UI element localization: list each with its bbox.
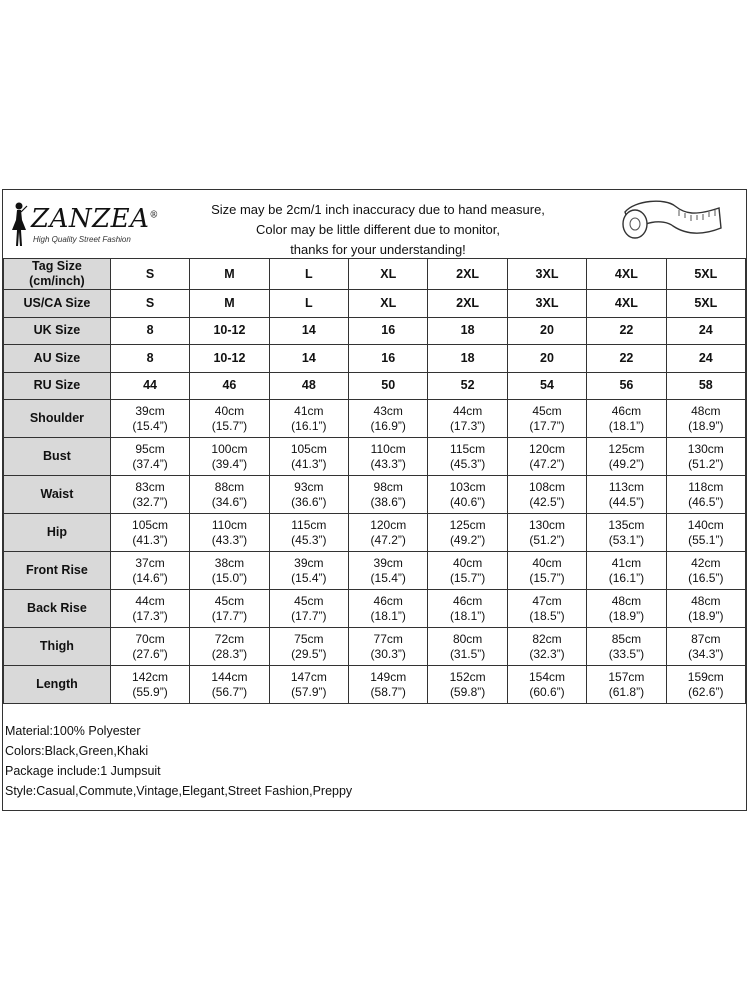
measurement-cell xyxy=(110,476,189,514)
measurement-cell xyxy=(666,666,745,704)
measurement-cell xyxy=(666,590,745,628)
row-label: Front Rise xyxy=(4,552,111,590)
size-cell: 58 xyxy=(666,372,745,400)
inch-value: (15.7”) xyxy=(449,570,486,585)
measurement-cell xyxy=(587,400,666,438)
measurement-cell xyxy=(428,514,507,552)
measurement-row xyxy=(4,628,746,666)
cm-value: 41cm xyxy=(611,555,642,570)
measurement-cell xyxy=(269,628,348,666)
size-cell: 48 xyxy=(269,372,348,400)
size-cell: M xyxy=(190,290,269,318)
measurement-cell xyxy=(349,590,428,628)
cm-value: 47cm xyxy=(532,593,562,608)
woman-silhouette-icon xyxy=(9,200,31,250)
cm-value: 46cm xyxy=(373,593,403,608)
cm-value: 130cm xyxy=(687,441,724,456)
size-cell: 14 xyxy=(269,317,348,345)
product-details xyxy=(5,721,352,801)
size-cell: 24 xyxy=(666,345,745,373)
row-label: AU Size xyxy=(4,345,111,373)
cm-value: 108cm xyxy=(528,479,566,494)
inch-value: (34.3”) xyxy=(688,646,724,661)
inch-value: (15.4”) xyxy=(370,570,406,585)
size-cell: 16 xyxy=(349,317,428,345)
inch-value: (53.1”) xyxy=(608,532,645,547)
size-cell: 56 xyxy=(587,372,666,400)
notice-line: thanks for your understanding! xyxy=(290,242,466,257)
row-label: RU Size xyxy=(4,372,111,400)
cm-value: 45cm xyxy=(532,403,562,418)
measurement-cell xyxy=(269,552,348,590)
measurement-cell xyxy=(666,476,745,514)
measurement-cell xyxy=(507,514,586,552)
cm-value: 39cm xyxy=(135,403,165,418)
size-cell: 8 xyxy=(110,345,189,373)
cm-value: 82cm xyxy=(532,631,562,646)
inch-value: (45.3”) xyxy=(449,456,486,471)
size-row xyxy=(4,259,746,290)
measurement-cell xyxy=(269,476,348,514)
cm-value: 88cm xyxy=(214,479,245,494)
inch-value: (32.3”) xyxy=(529,646,565,661)
cm-value: 48cm xyxy=(691,403,721,418)
cm-value: 83cm xyxy=(135,479,165,494)
measurement-cell xyxy=(507,552,586,590)
measurement-cell xyxy=(428,438,507,476)
inch-value: (17.3”) xyxy=(449,418,486,433)
size-cell: XL xyxy=(349,290,428,318)
size-table xyxy=(3,258,746,704)
size-cell: 14 xyxy=(269,345,348,373)
cm-value: 46cm xyxy=(611,403,642,418)
inch-value: (18.9”) xyxy=(688,418,724,433)
inch-value: (36.6”) xyxy=(291,494,327,509)
measurement-cell xyxy=(349,438,428,476)
inch-value: (18.5”) xyxy=(529,608,565,623)
measurement-cell xyxy=(190,400,269,438)
measurement-cell xyxy=(666,628,745,666)
measurement-cell xyxy=(507,400,586,438)
cm-value: 46cm xyxy=(452,593,483,608)
inch-value: (44.5”) xyxy=(608,494,645,509)
cm-value: 40cm xyxy=(452,555,483,570)
inch-value: (15.0”) xyxy=(211,570,248,585)
cm-value: 110cm xyxy=(211,517,248,532)
inch-value: (43.3”) xyxy=(370,456,406,471)
measurement-cell xyxy=(587,476,666,514)
cm-value: 42cm xyxy=(691,555,721,570)
inch-value: (58.7”) xyxy=(370,684,406,699)
row-label: Shoulder xyxy=(4,400,111,438)
measurement-cell xyxy=(269,400,348,438)
size-cell: 22 xyxy=(587,345,666,373)
size-cell: 5XL xyxy=(666,290,745,318)
inch-value: (17.7”) xyxy=(529,418,565,433)
cm-value: 44cm xyxy=(452,403,483,418)
cm-value: 40cm xyxy=(532,555,562,570)
cm-value: 125cm xyxy=(449,517,486,532)
cm-value: 100cm xyxy=(211,441,248,456)
cm-value: 40cm xyxy=(214,403,245,418)
cm-value: 70cm xyxy=(135,631,165,646)
measurement-cell xyxy=(428,628,507,666)
cm-value: 45cm xyxy=(294,593,324,608)
inch-value: (33.5”) xyxy=(608,646,645,661)
measurement-row xyxy=(4,514,746,552)
measurement-row xyxy=(4,552,746,590)
cm-value: 142cm xyxy=(132,669,169,684)
measurement-cell xyxy=(110,666,189,704)
measurement-cell xyxy=(428,476,507,514)
cm-value: 159cm xyxy=(687,669,724,684)
measurement-row xyxy=(4,666,746,704)
size-cell: S xyxy=(110,290,189,318)
size-row xyxy=(4,317,746,345)
size-cell: L xyxy=(269,259,348,290)
measurement-cell xyxy=(349,552,428,590)
inch-value: (16.1”) xyxy=(608,570,645,585)
measurement-cell xyxy=(666,552,745,590)
row-label: Length xyxy=(4,666,111,704)
size-row xyxy=(4,290,746,318)
measurement-cell xyxy=(587,628,666,666)
size-row xyxy=(4,345,746,373)
measurement-row xyxy=(4,400,746,438)
inch-value: (41.3”) xyxy=(132,532,168,547)
inch-value: (42.5”) xyxy=(529,494,565,509)
cm-value: 103cm xyxy=(449,479,486,494)
inch-value: (18.1”) xyxy=(449,608,486,623)
notice-line: Color may be little different due to monitor, xyxy=(256,222,500,237)
inch-value: (15.4”) xyxy=(291,570,327,585)
inch-value: (16.1”) xyxy=(291,418,327,433)
size-cell: 20 xyxy=(507,317,586,345)
cm-value: 48cm xyxy=(611,593,642,608)
cm-value: 39cm xyxy=(373,555,403,570)
inch-value: (18.1”) xyxy=(370,608,406,623)
row-label: Thigh xyxy=(4,628,111,666)
size-cell: 54 xyxy=(507,372,586,400)
row-label: Tag Size (cm/inch) xyxy=(4,259,111,290)
size-cell: 2XL xyxy=(428,259,507,290)
cm-value: 80cm xyxy=(452,631,483,646)
inch-value: (15.7”) xyxy=(529,570,565,585)
inch-value: (47.2”) xyxy=(529,456,565,471)
inch-value: (18.9”) xyxy=(688,608,724,623)
row-label: UK Size xyxy=(4,317,111,345)
cm-value: 144cm xyxy=(211,669,248,684)
inch-value: (17.3”) xyxy=(132,608,168,623)
measurement-cell xyxy=(190,514,269,552)
measurement-cell xyxy=(269,590,348,628)
measurement-cell xyxy=(349,400,428,438)
measurement-cell xyxy=(666,514,745,552)
size-cell: S xyxy=(110,259,189,290)
cm-value: 105cm xyxy=(132,517,169,532)
measurement-cell xyxy=(110,628,189,666)
cm-value: 72cm xyxy=(214,631,245,646)
size-cell: 3XL xyxy=(507,290,586,318)
size-cell: 24 xyxy=(666,317,745,345)
measurement-cell xyxy=(507,590,586,628)
size-row xyxy=(4,372,746,400)
inch-value: (55.1”) xyxy=(688,532,724,547)
cm-value: 120cm xyxy=(528,441,566,456)
cm-value: 43cm xyxy=(373,403,403,418)
inch-value: (18.1”) xyxy=(608,418,645,433)
inch-value: (28.3”) xyxy=(211,646,248,661)
brand-logo xyxy=(9,200,159,250)
measurement-cell xyxy=(190,552,269,590)
cm-value: 85cm xyxy=(611,631,642,646)
cm-value: 77cm xyxy=(373,631,403,646)
size-cell: 44 xyxy=(110,372,189,400)
inch-value: (29.5”) xyxy=(291,646,327,661)
colors-line: Colors:Black,Green,Khaki xyxy=(5,744,149,758)
measurement-cell xyxy=(110,438,189,476)
cm-value: 154cm xyxy=(528,669,566,684)
measurement-cell xyxy=(507,476,586,514)
measurement-cell xyxy=(269,514,348,552)
inch-value: (32.7”) xyxy=(132,494,168,509)
cm-value: 44cm xyxy=(135,593,165,608)
row-label: US/CA Size xyxy=(4,290,111,318)
cm-value: 110cm xyxy=(370,441,406,456)
inch-value: (38.6”) xyxy=(370,494,406,509)
inch-value: (30.3”) xyxy=(370,646,406,661)
row-label: Waist xyxy=(4,476,111,514)
inch-value: (56.7”) xyxy=(211,684,248,699)
measurement-cell xyxy=(190,476,269,514)
size-cell: M xyxy=(190,259,269,290)
cm-value: 39cm xyxy=(294,555,324,570)
measurement-cell xyxy=(110,514,189,552)
cm-value: 93cm xyxy=(294,479,324,494)
measurement-cell xyxy=(428,400,507,438)
cm-value: 37cm xyxy=(135,555,165,570)
material-line: Material:100% Polyester xyxy=(5,724,141,738)
measurement-cell xyxy=(190,438,269,476)
size-cell: 8 xyxy=(110,317,189,345)
measurement-cell xyxy=(349,666,428,704)
inch-value: (16.9”) xyxy=(370,418,406,433)
size-chart-frame xyxy=(2,189,747,811)
measurement-cell xyxy=(190,590,269,628)
measurement-cell xyxy=(428,590,507,628)
cm-value: 75cm xyxy=(294,631,324,646)
inch-value: (49.2”) xyxy=(608,456,645,471)
cm-value: 152cm xyxy=(449,669,486,684)
cm-value: 149cm xyxy=(370,669,407,684)
inch-value: (51.2”) xyxy=(529,532,565,547)
measurement-cell xyxy=(587,552,666,590)
measurement-cell xyxy=(190,628,269,666)
inch-value: (47.2”) xyxy=(370,532,406,547)
cm-value: 41cm xyxy=(294,403,324,418)
inch-value: (51.2”) xyxy=(688,456,724,471)
measurement-row xyxy=(4,476,746,514)
inch-value: (41.3”) xyxy=(291,456,327,471)
inch-value: (17.7”) xyxy=(291,608,327,623)
inch-value: (34.6”) xyxy=(211,494,248,509)
cm-value: 48cm xyxy=(691,593,721,608)
row-label: Back Rise xyxy=(4,590,111,628)
inch-value: (45.3”) xyxy=(291,532,327,547)
measurement-cell xyxy=(349,514,428,552)
cm-value: 125cm xyxy=(608,441,645,456)
measurement-cell xyxy=(190,666,269,704)
size-cell: 10-12 xyxy=(190,317,269,345)
cm-value: 130cm xyxy=(528,517,566,532)
measurement-cell xyxy=(349,476,428,514)
measurement-cell xyxy=(587,590,666,628)
inch-value: (14.6”) xyxy=(132,570,168,585)
size-cell: L xyxy=(269,290,348,318)
inch-value: (57.9”) xyxy=(291,684,327,699)
inch-value: (31.5”) xyxy=(449,646,486,661)
package-line: Package include:1 Jumpsuit xyxy=(5,764,161,778)
style-line: Style:Casual,Commute,Vintage,Elegant,Street Fashion,Preppy xyxy=(5,784,353,798)
size-cell: 5XL xyxy=(666,259,745,290)
measurement-row xyxy=(4,590,746,628)
cm-value: 38cm xyxy=(214,555,245,570)
inch-value: (62.6”) xyxy=(688,684,724,699)
size-cell: 2XL xyxy=(428,290,507,318)
brand-tagline: High Quality Street Fashion xyxy=(33,235,131,244)
size-cell: 3XL xyxy=(507,259,586,290)
cm-value: 113cm xyxy=(608,479,644,494)
inch-value: (18.9”) xyxy=(608,608,645,623)
size-cell: 46 xyxy=(190,372,269,400)
inch-value: (15.7”) xyxy=(211,418,248,433)
measurement-row xyxy=(4,438,746,476)
inch-value: (55.9”) xyxy=(132,684,168,699)
cm-value: 87cm xyxy=(691,631,721,646)
measurement-cell xyxy=(110,590,189,628)
cm-value: 105cm xyxy=(290,441,327,456)
cm-value: 120cm xyxy=(370,517,407,532)
measurement-cell xyxy=(587,438,666,476)
size-cell: 18 xyxy=(428,317,507,345)
inch-value: (16.5”) xyxy=(688,570,724,585)
cm-value: 98cm xyxy=(373,479,403,494)
brand-name: ZANZEA® xyxy=(31,204,159,234)
size-cell: 22 xyxy=(587,317,666,345)
measurement-cell xyxy=(507,438,586,476)
measurement-cell xyxy=(269,666,348,704)
inch-value: (60.6”) xyxy=(529,684,565,699)
measurement-cell xyxy=(110,552,189,590)
cm-value: 135cm xyxy=(608,517,645,532)
inch-value: (15.4”) xyxy=(132,418,168,433)
measurement-cell xyxy=(507,628,586,666)
inch-value: (37.4”) xyxy=(132,456,168,471)
chart-header xyxy=(3,190,746,258)
measurement-cell xyxy=(269,438,348,476)
cm-value: 115cm xyxy=(291,517,327,532)
inch-value: (17.7”) xyxy=(211,608,248,623)
cm-value: 115cm xyxy=(450,441,486,456)
notice-line: Size may be 2cm/1 inch inaccuracy due to hand measure, xyxy=(211,202,545,217)
size-cell: 20 xyxy=(507,345,586,373)
size-cell: 16 xyxy=(349,345,428,373)
measurement-cell xyxy=(110,400,189,438)
size-cell: 4XL xyxy=(587,259,666,290)
size-cell: 18 xyxy=(428,345,507,373)
cm-value: 118cm xyxy=(688,479,724,494)
measurement-cell xyxy=(428,666,507,704)
row-label: Hip xyxy=(4,514,111,552)
inch-value: (40.6”) xyxy=(449,494,486,509)
size-cell: 4XL xyxy=(587,290,666,318)
measurement-cell xyxy=(428,552,507,590)
inch-value: (27.6”) xyxy=(132,646,168,661)
size-cell: XL xyxy=(349,259,428,290)
measurement-cell xyxy=(587,514,666,552)
cm-value: 45cm xyxy=(214,593,245,608)
inch-value: (46.5”) xyxy=(688,494,724,509)
inch-value: (43.3”) xyxy=(211,532,248,547)
measuring-tape-icon xyxy=(615,194,725,254)
cm-value: 140cm xyxy=(687,517,724,532)
measurement-cell xyxy=(666,400,745,438)
cm-value: 157cm xyxy=(608,669,645,684)
measurement-cell xyxy=(587,666,666,704)
size-cell: 52 xyxy=(428,372,507,400)
inch-value: (39.4”) xyxy=(211,456,248,471)
size-cell: 50 xyxy=(349,372,428,400)
inch-value: (59.8”) xyxy=(449,684,486,699)
cm-value: 95cm xyxy=(135,441,165,456)
measurement-notice xyxy=(183,200,573,260)
row-label: Bust xyxy=(4,438,111,476)
cm-value: 147cm xyxy=(290,669,327,684)
measurement-cell xyxy=(349,628,428,666)
size-cell: 10-12 xyxy=(190,345,269,373)
measurement-cell xyxy=(666,438,745,476)
measurement-cell xyxy=(507,666,586,704)
inch-value: (61.8”) xyxy=(608,684,645,699)
inch-value: (49.2”) xyxy=(449,532,486,547)
